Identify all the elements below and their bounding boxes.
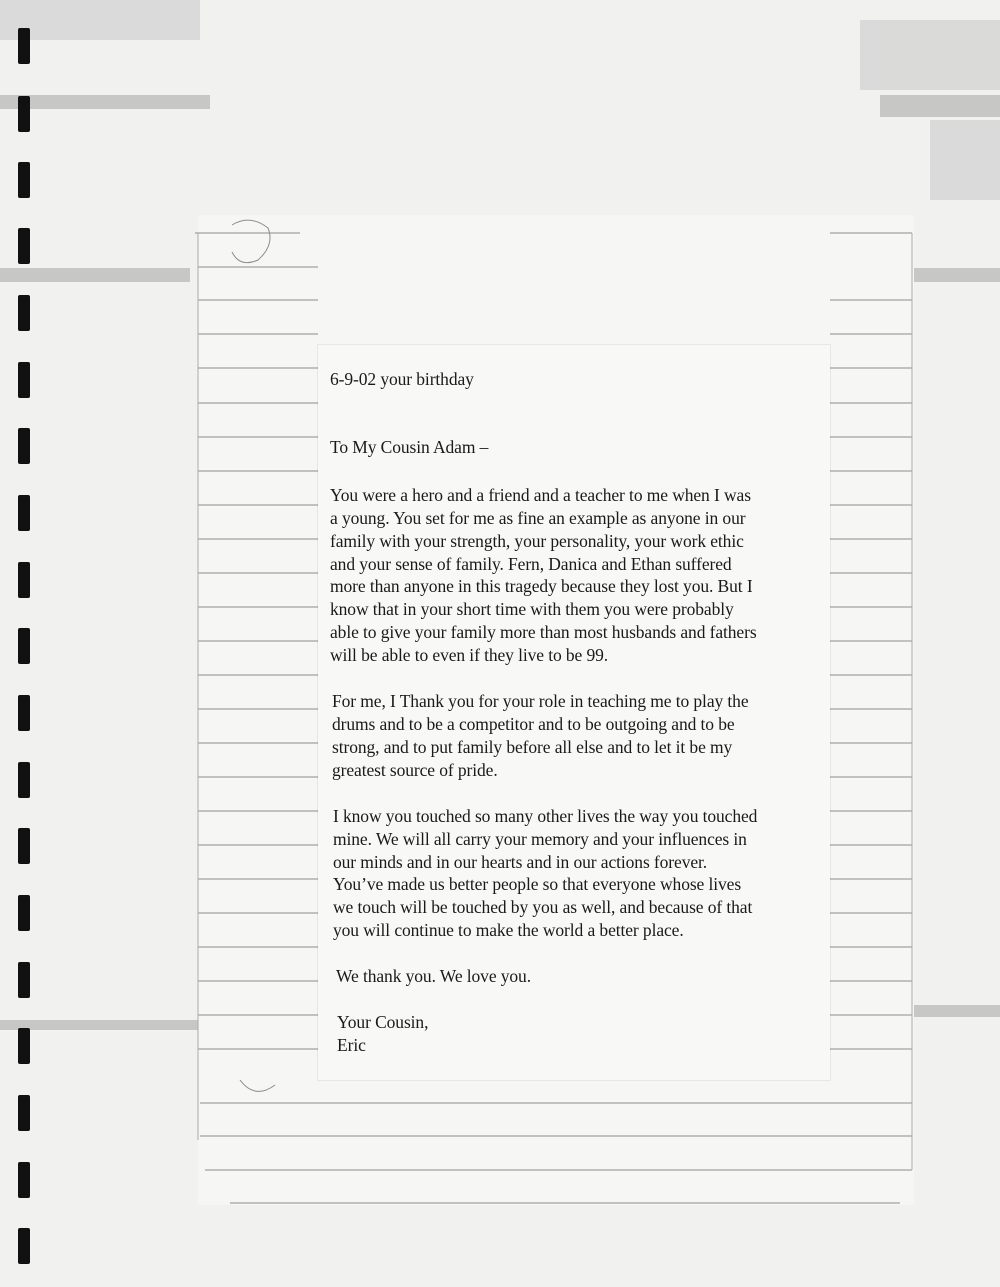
binder-hole [18, 162, 30, 198]
binder-hole [18, 1162, 30, 1198]
letter-paragraph-3: I know you touched so many other lives the way you touched mine. We will all carry your memory and your influences in our minds and in our hearts and in our actions forever. You’ve made us better people so that everyone whose lives we touch will be touched by you as well, and because of that you will continue to make the world a better place. [333, 805, 758, 941]
binder-hole [18, 1095, 30, 1131]
binder-hole [18, 428, 30, 464]
binder-hole [18, 828, 30, 864]
binder-hole [18, 628, 30, 664]
date-line: 6-9-02 your birthday [330, 369, 474, 389]
binder-hole [18, 962, 30, 998]
binder-hole [18, 295, 30, 331]
binder-hole [18, 362, 30, 398]
salutation: To My Cousin Adam – [330, 436, 489, 457]
closing-line: We thank you. We love you. [336, 966, 531, 987]
binder-hole [18, 1028, 30, 1064]
binder-hole [18, 695, 30, 731]
binder-hole [18, 495, 30, 531]
binder-hole [18, 96, 30, 132]
binder-holes [18, 0, 38, 1287]
binder-hole [18, 762, 30, 798]
binder-hole [18, 28, 30, 64]
binder-hole [18, 1228, 30, 1264]
letter-body [330, 368, 830, 1057]
signature: Eric [337, 1034, 366, 1055]
letter-paragraph-2: For me, I Thank you for your role in teaching me to play the drums and to be a competitor and to be outgoing and to be strong, and to put family before all else and to let it be my greatest source of pride. [332, 691, 749, 780]
signoff: Your Cousin, [337, 1012, 429, 1033]
binder-hole [18, 228, 30, 264]
binder-hole [18, 562, 30, 598]
letter-paragraph-1: You were a hero and a friend and a teacher to me when I was a young. You set for me as fine an example as anyone in our family with your strength, your personality, your work ethic and your sense of family. Fern, Danica and Ethan suffered more than anyone in this tragedy because they lost you. But I know that in your short time with them you were probably able to give your family more than most husbands and fathers will be able to even if they live to be 99. [330, 484, 757, 666]
binder-hole [18, 895, 30, 931]
